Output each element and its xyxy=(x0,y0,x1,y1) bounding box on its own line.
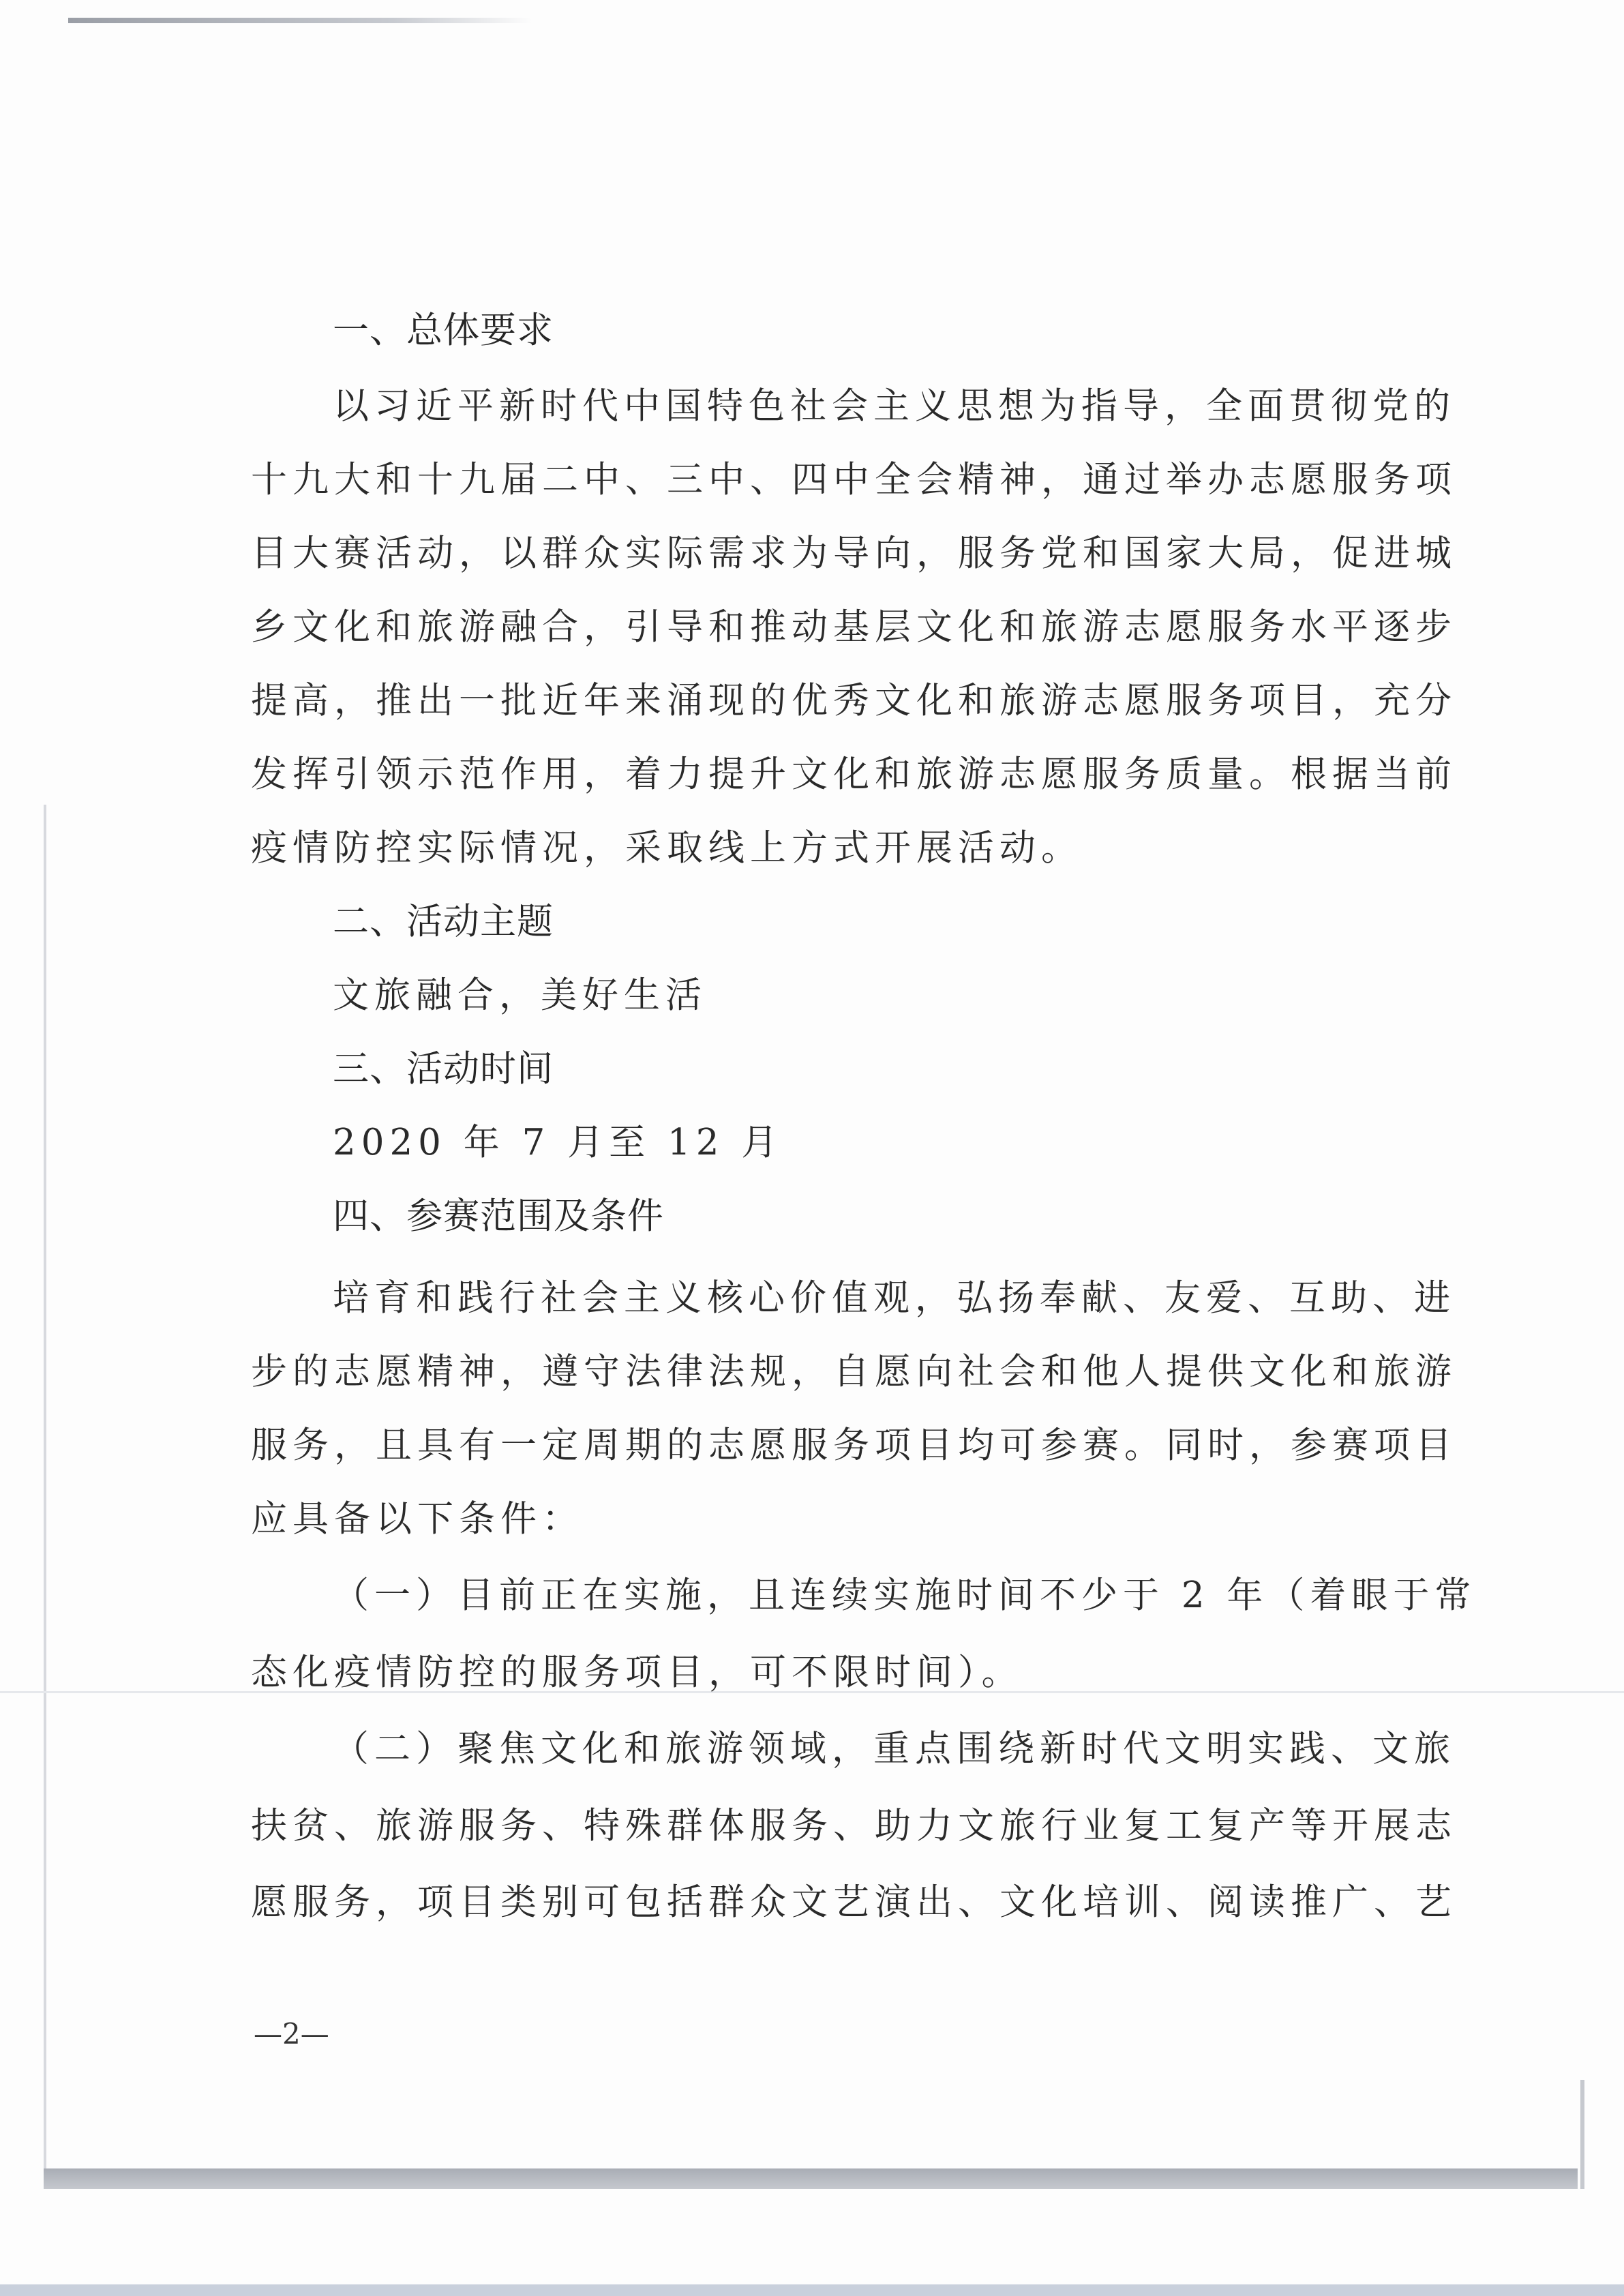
paragraph-line: 培育和践行社会主义核心价值观，弘扬奉献、友爱、互助、进 xyxy=(333,1277,1456,1319)
paragraph-line: 应具备以下条件： xyxy=(251,1498,584,1540)
paragraph-line: 文旅融合，美好生活 xyxy=(333,974,707,1016)
scan-edge-bottom xyxy=(44,2168,1578,2189)
paragraph-line: 发挥引领示范作用，着力提升文化和旅游志愿服务质量。根据当前 xyxy=(251,754,1457,795)
section-heading-3: 三、活动时间 xyxy=(333,1048,554,1090)
section-heading-2: 二、活动主题 xyxy=(333,901,554,942)
paragraph-line: 2020 年 7 月至 12 月 xyxy=(333,1122,783,1163)
paragraph-line: （二）聚焦文化和旅游领域，重点围绕新时代文明实践、文旅 xyxy=(333,1728,1456,1770)
page-number: —2— xyxy=(254,2017,329,2051)
paragraph-line: 提高，推出一批近年来涌现的优秀文化和旅游志愿服务项目，充分 xyxy=(251,680,1457,721)
scan-edge-left xyxy=(44,805,46,2175)
section-heading-4: 四、参赛范围及条件 xyxy=(333,1195,664,1237)
paragraph-line: （一）目前正在实施，且连续实施时间不少于 2 年（着眼于常 xyxy=(333,1575,1477,1616)
paragraph-line: 乡文化和旅游融合，引导和推动基层文化和旅游志愿服务水平逐步 xyxy=(251,606,1457,648)
paragraph-line: 扶贫、旅游服务、特殊群体服务、助力文旅行业复工复产等开展志 xyxy=(251,1805,1457,1847)
paragraph-line: 服务，且具有一定周期的志愿服务项目均可参赛。同时，参赛项目 xyxy=(251,1425,1457,1466)
paragraph-line: 疫情防控实际情况，采取线上方式开展活动。 xyxy=(251,827,1083,869)
paragraph-line: 以习近平新时代中国特色社会主义思想为指导，全面贯彻党的 xyxy=(333,385,1456,427)
paragraph-line: 步的志愿精神，遵守法律法规，自愿向社会和他人提供文化和旅游 xyxy=(251,1351,1457,1392)
paragraph-line: 十九大和十九届二中、三中、四中全会精神，通过举办志愿服务项 xyxy=(251,459,1457,501)
paragraph-line: 愿服务，项目类别可包括群众文艺演出、文化培训、阅读推广、艺 xyxy=(251,1881,1457,1923)
scan-strip-bottom xyxy=(0,2284,1624,2296)
paragraph-line: 目大赛活动，以群众实际需求为导向，服务党和国家大局，促进城 xyxy=(251,533,1457,574)
section-heading-1: 一、总体要求 xyxy=(333,310,554,351)
scan-edge-right xyxy=(1580,2080,1584,2189)
scan-edge-top xyxy=(68,18,532,23)
paragraph-line: 态化疫情防控的服务项目，可不限时间）。 xyxy=(251,1652,1023,1693)
